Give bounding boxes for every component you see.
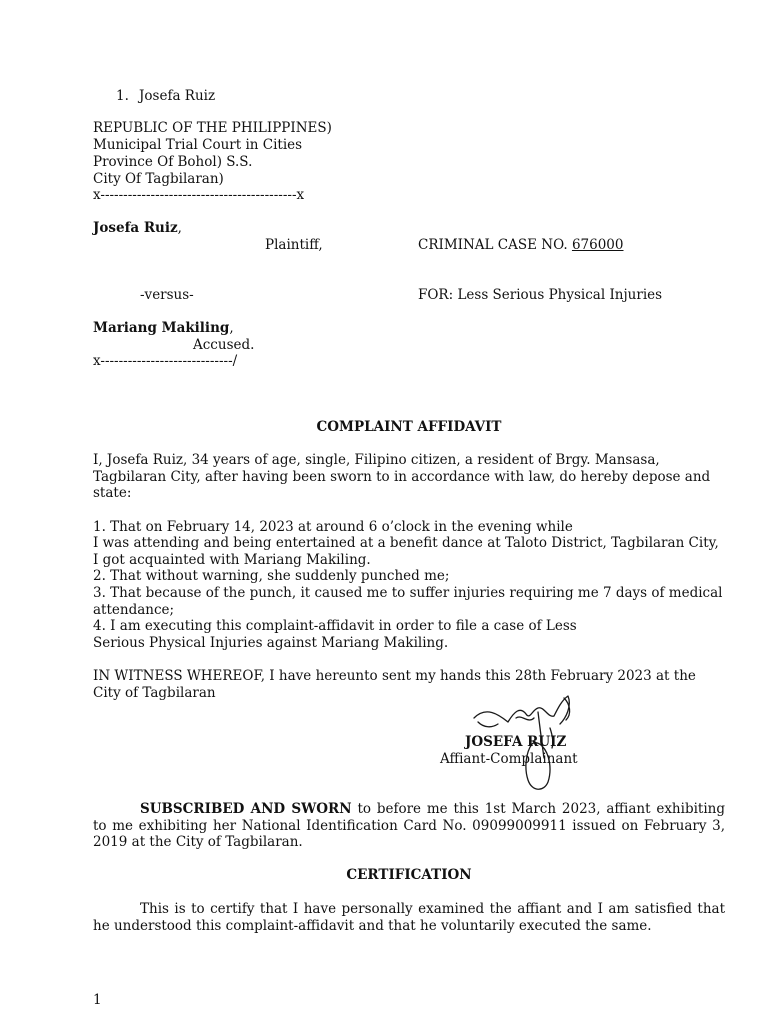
venue-line-3: Province Of Bohol) S.S. — [93, 154, 253, 170]
list-item-number: 1. — [116, 88, 129, 104]
page-number: 1 — [93, 992, 102, 1008]
document-title: COMPLAINT AFFIDAVIT — [316, 419, 502, 435]
witness-clause: IN WITNESS WHEREOF, I have hereunto sent my hands this 28th February 2023 at the City of Tagbilaran — [93, 668, 696, 701]
case-number-line — [418, 237, 624, 254]
statement-1b: I was attending and being entertained at a benefit dance at Taloto District, Tagbilaran City, I got acquainted with Mariang Makiling. — [93, 535, 719, 568]
plaintiff-role: Plaintiff, — [265, 237, 323, 253]
venue-line-1: REPUBLIC OF THE PHILIPPINES) — [93, 120, 332, 136]
accused-name: Mariang Makiling — [93, 320, 230, 336]
venue-separator: x-------------------------------------------x — [93, 187, 305, 203]
plaintiff-line — [93, 220, 182, 237]
offense-text: FOR: Less Serious Physical Injuries — [418, 287, 663, 303]
versus-text: -versus- — [140, 287, 194, 303]
statement-4b: Serious Physical Injuries against Mariang Makiling. — [93, 635, 449, 651]
caption-separator: x-----------------------------/ — [93, 353, 238, 369]
list-item-name: Josefa Ruiz — [139, 88, 216, 104]
accused-line — [93, 320, 234, 337]
case-label: CRIMINAL CASE NO. — [418, 237, 568, 253]
statement-2: 2. That without warning, she suddenly punched me; — [93, 568, 450, 584]
intro-paragraph: I, Josefa Ruiz, 34 years of age, single, Filipino citizen, a resident of Brgy. Mansasa, Tagbilaran City, after having been sworn to in accordance with law, do hereby depose and state: — [93, 452, 711, 501]
statement-1a: 1. That on February 14, 2023 at around 6 o’clock in the evening while — [93, 519, 573, 535]
case-number: 676000 — [571, 237, 624, 253]
accused-comma: , — [229, 320, 234, 336]
venue-line-4: City Of Tagbilaran) — [93, 171, 224, 187]
jurat-lead: SUBSCRIBED AND SWORN — [140, 801, 352, 817]
jurat-paragraph — [93, 801, 725, 851]
jurat-body: to before me this 1st March 2023, affiant exhibiting to me exhibiting her National Identification Card No. 09099009911 issued on February 3, 2019 at the City of Tagbilaran. — [93, 801, 725, 850]
accused-role: Accused. — [193, 337, 255, 353]
statement-3: 3. That because of the punch, it caused me to suffer injuries requiring me 7 days of medical attendance; — [93, 585, 723, 618]
signatory-name: JOSEFA RUIZ — [465, 734, 567, 750]
statement-4a: 4. I am executing this complaint-affidavit in order to file a case of Less — [93, 618, 577, 634]
certification-body: This is to certify that I have personally examined the affiant and I am satisfied that he understood this complaint-affidavit and that he voluntarily executed the same. — [93, 901, 725, 934]
plaintiff-name: Josefa Ruiz — [93, 220, 178, 236]
signatory-role: Affiant-Complainant — [440, 751, 578, 767]
venue-line-2: Municipal Trial Court in Cities — [93, 137, 303, 153]
plaintiff-comma: , — [177, 220, 182, 236]
certification-heading: CERTIFICATION — [346, 867, 472, 883]
